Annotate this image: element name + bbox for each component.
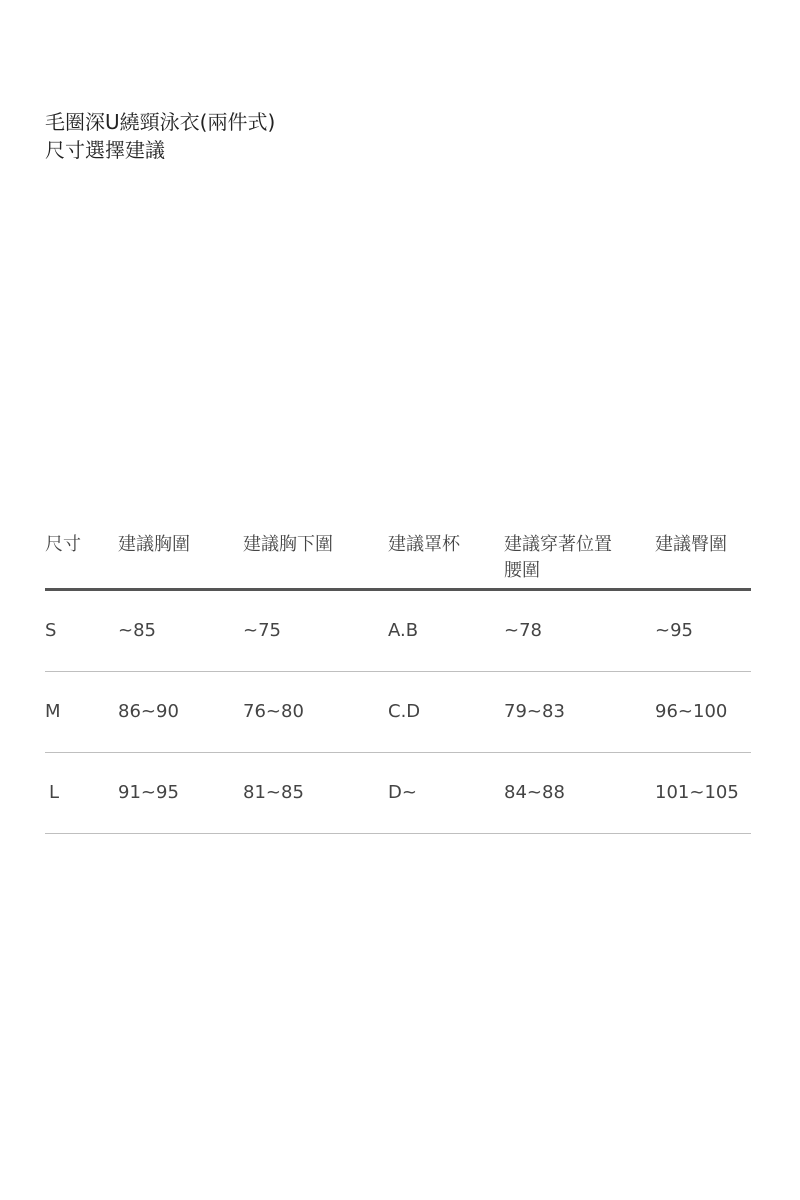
cell-hip: 101~105 (655, 782, 739, 803)
column-header-waist: 建議穿著位置腰圍 (504, 534, 612, 581)
cell-underbust: 81~85 (243, 782, 304, 803)
cell-size: L (49, 782, 60, 803)
column-header-bust: 建議胸圍 (118, 534, 190, 555)
column-header-size: 尺寸 (45, 534, 81, 555)
column-header-cup: 建議罩杯 (388, 534, 460, 555)
cell-size: M (45, 701, 61, 722)
table-row (45, 672, 751, 753)
cell-bust: ~85 (118, 620, 156, 641)
cell-cup: D~ (388, 782, 417, 803)
table-header-row (45, 530, 751, 591)
table-row (45, 753, 751, 834)
cell-cup: C.D (388, 701, 421, 722)
section-title: 尺寸選擇建議 (45, 138, 165, 162)
page-header (45, 108, 275, 164)
cell-cup: A.B (388, 620, 419, 641)
cell-underbust: 76~80 (243, 701, 304, 722)
cell-hip: ~95 (655, 620, 693, 641)
cell-bust: 91~95 (118, 782, 179, 803)
cell-underbust: ~75 (243, 620, 281, 641)
cell-hip: 96~100 (655, 701, 728, 722)
cell-waist: 84~88 (504, 782, 565, 803)
cell-size: S (45, 620, 57, 641)
cell-waist: 79~83 (504, 701, 565, 722)
product-title: 毛圈深U繞頸泳衣(兩件式) (45, 110, 276, 134)
table-row (45, 591, 751, 672)
cell-bust: 86~90 (118, 701, 179, 722)
size-chart-table (45, 530, 751, 834)
column-header-underbust: 建議胸下圍 (243, 534, 333, 555)
cell-waist: ~78 (504, 620, 542, 641)
column-header-hip: 建議臀圍 (655, 534, 727, 555)
